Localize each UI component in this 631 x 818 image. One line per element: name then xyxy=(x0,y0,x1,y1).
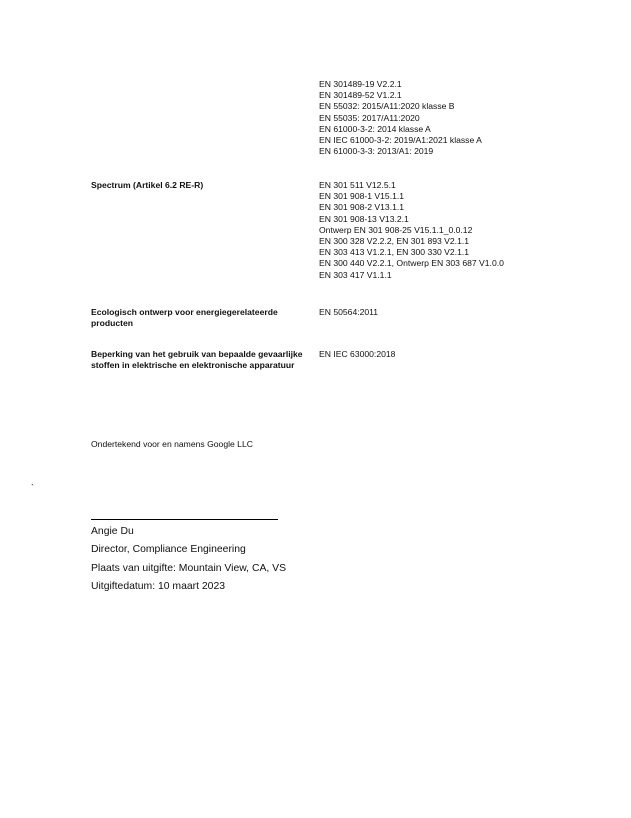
spectrum-standard: EN 301 511 V12.5.1 xyxy=(319,180,396,190)
place-of-issue: Plaats van uitgifte: Mountain View, CA, VS xyxy=(91,562,287,574)
ecodesign-label: Ecologisch ontwerp voor energiegerelateerde producten xyxy=(91,307,278,329)
spectrum-standard: EN 300 328 V2.2.2, EN 301 893 V2.1.1 xyxy=(319,236,470,247)
spectrum-standard: EN 301 908-1 V15.1.1 xyxy=(319,191,405,202)
signatory-block xyxy=(91,523,286,597)
spectrum-standard: Ontwerp EN 301 908-25 V15.1.1_0.0.12 xyxy=(319,224,473,235)
spectrum-standard: EN 301 908-13 V13.2.1 xyxy=(319,213,409,224)
signature-line xyxy=(91,519,278,520)
signatory-name: Angie Du xyxy=(91,526,134,537)
emc-standard: EN 55035: 2017/A11:2020 xyxy=(319,112,420,123)
signatory-title: Director, Compliance Engineering xyxy=(91,544,246,556)
emc-standard: EN 61000-3-2: 2014 klasse A xyxy=(319,123,431,134)
emc-standards-list xyxy=(319,79,482,157)
stray-mark: ` xyxy=(31,483,34,493)
emc-standard: EN 301489-19 V2.2.1 xyxy=(319,79,402,89)
rohs-label: Beperking van het gebruik van bepaalde gevaarlijke stoffen in elektrische en elektronische apparatuur xyxy=(91,349,303,371)
spectrum-standards-list xyxy=(319,180,504,281)
spectrum-standard: EN 301 908-2 V13.1.1 xyxy=(319,202,405,213)
spectrum-label: Spectrum (Artikel 6.2 RE-R) xyxy=(91,180,204,190)
ecodesign-standards-list xyxy=(319,307,378,318)
spectrum-standard: EN 303 413 V1.2.1, EN 300 330 V2.1.1 xyxy=(319,247,470,258)
emc-standard: EN IEC 61000-3-2: 2019/A1:2021 klasse A xyxy=(319,135,482,146)
ecodesign-standard: EN 50564:2011 xyxy=(319,307,379,317)
emc-standard: EN 61000-3-3: 2013/A1: 2019 xyxy=(319,146,434,157)
spectrum-standard: EN 303 417 V1.1.1 xyxy=(319,269,392,280)
rohs-standard: EN IEC 63000:2018 xyxy=(319,349,396,359)
emc-standard: EN 55032: 2015/A11:2020 klasse B xyxy=(319,101,455,112)
signed-statement: Ondertekend voor en namens Google LLC xyxy=(91,439,253,449)
date-of-issue: Uitgiftedatum: 10 maart 2023 xyxy=(91,581,225,593)
rohs-standards-list xyxy=(319,349,395,360)
spectrum-standard: EN 300 440 V2.2.1, Ontwerp EN 303 687 V1.0.0 xyxy=(319,258,504,269)
emc-standard: EN 301489-52 V1.2.1 xyxy=(319,90,402,101)
